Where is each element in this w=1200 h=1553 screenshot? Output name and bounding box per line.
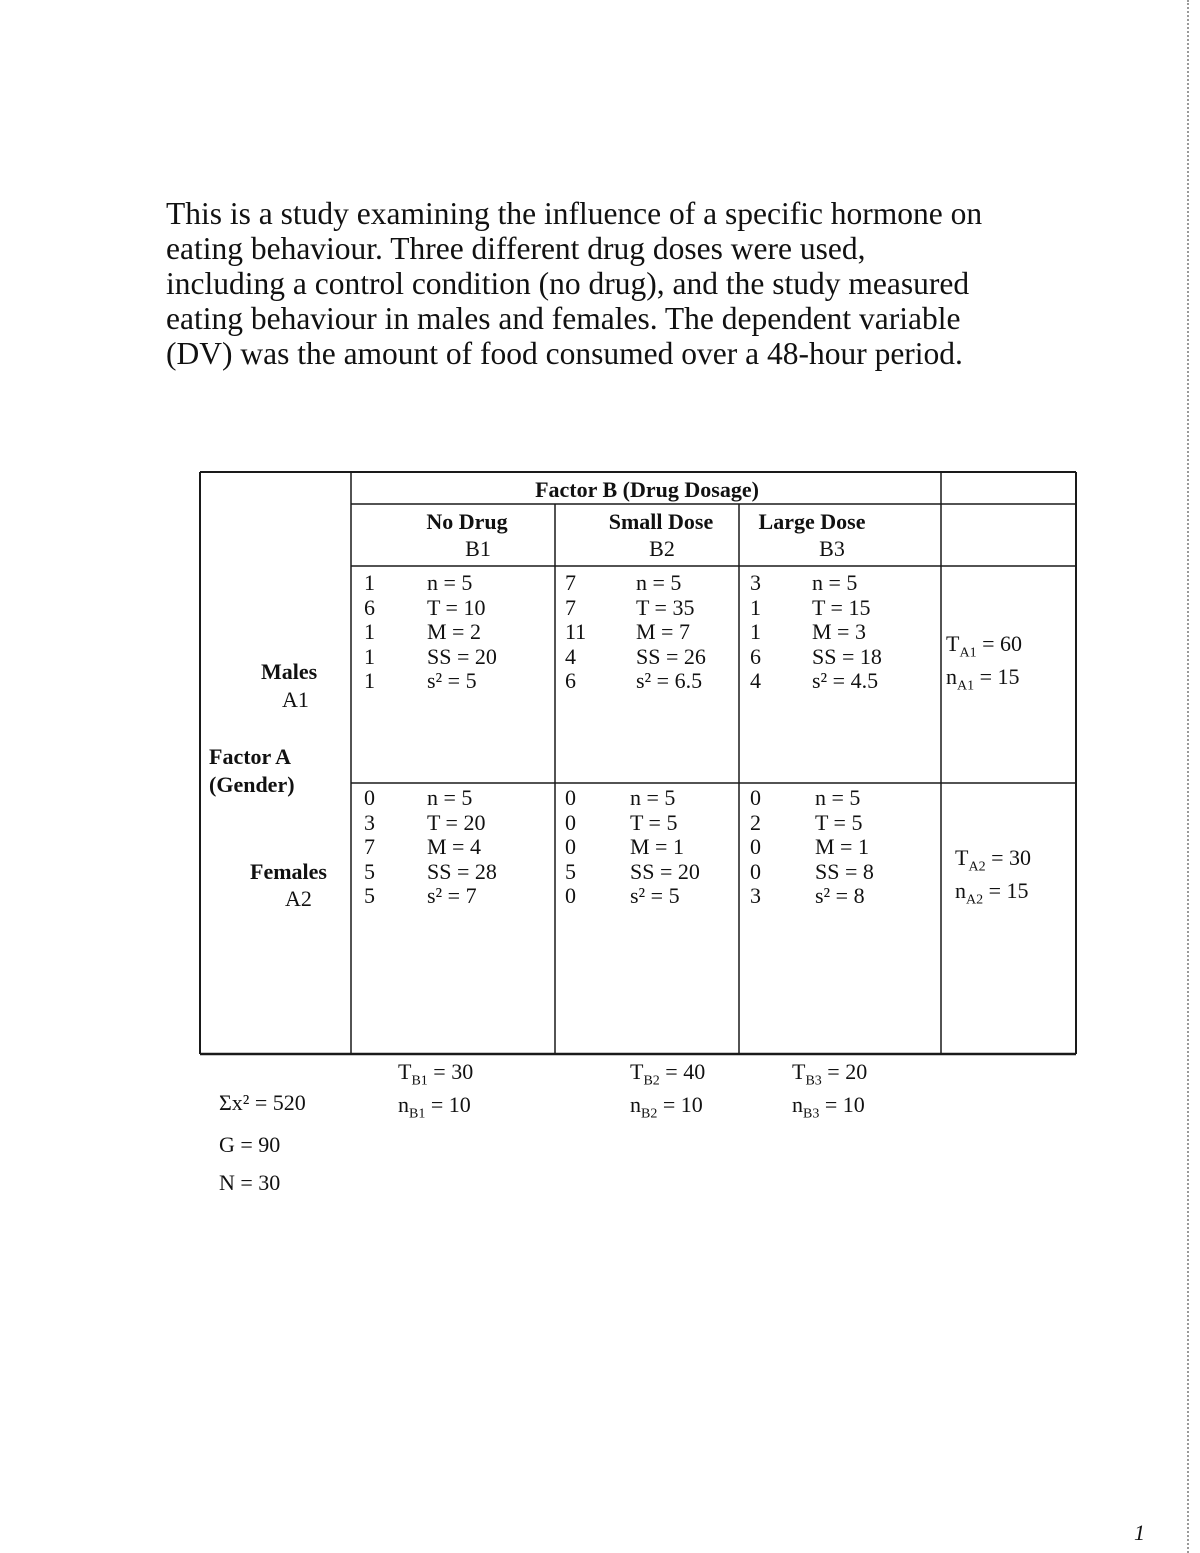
stat-variance: s² = 8	[815, 883, 865, 908]
column-count: $n_{B3} = 10$	[792, 1092, 865, 1122]
cell-scores	[565, 571, 586, 694]
factor-a-heading: Factor A	[209, 744, 292, 769]
score: 0	[565, 883, 576, 908]
stat-mean: M = 4	[427, 834, 481, 859]
factor-a-subheading: (Gender)	[209, 772, 295, 797]
score: 0	[750, 834, 761, 859]
stat-ss: SS = 18	[812, 643, 882, 669]
stat-n: n = 5	[815, 785, 861, 810]
score: 7	[364, 834, 375, 859]
stat-variance: s² = 5	[427, 668, 477, 693]
row-a1-marginal	[946, 632, 1022, 699]
stat-ss: SS = 26	[636, 643, 706, 669]
stat-total: T = 5	[630, 809, 678, 835]
score: 7	[565, 594, 576, 620]
stat-total: T = 35	[636, 594, 695, 620]
column-total: $T_{B1} = 30$	[398, 1059, 474, 1089]
page-number: 1	[1134, 1520, 1145, 1545]
row-a1-code: A1	[282, 687, 309, 712]
score: 0	[364, 785, 375, 810]
score: 6	[364, 594, 375, 620]
stat-total: T = 20	[427, 809, 486, 835]
row-count: $n_{A1} = 15$	[946, 664, 1020, 694]
row-total: $T_{A2} = 30$	[955, 845, 1031, 875]
factor-b-heading: Factor B (Drug Dosage)	[535, 477, 759, 502]
stat-total: T = 10	[427, 594, 486, 620]
column-count: $n_{B2} = 10$	[630, 1092, 703, 1122]
row-a2-marginal	[955, 846, 1031, 913]
grand-summary	[219, 1089, 306, 1197]
stat-mean: M = 3	[812, 619, 866, 644]
stat-n: n = 5	[427, 785, 473, 810]
stat-mean: M = 7	[636, 619, 690, 644]
cell-stats	[427, 786, 497, 909]
total-n: N = 30	[219, 1170, 281, 1195]
score: 6	[750, 643, 761, 669]
stat-n: n = 5	[812, 570, 858, 595]
cell-stats	[815, 786, 874, 909]
sum-of-squares: Σx² = 520	[219, 1090, 306, 1115]
score: 1	[364, 570, 375, 595]
row-a2-name: Females	[250, 859, 327, 884]
intro-line: eating behaviour in males and females. The dependent variable	[166, 301, 961, 336]
score: 0	[565, 809, 576, 835]
score: 4	[565, 643, 576, 669]
score: 7	[565, 570, 576, 595]
score: 4	[750, 668, 761, 693]
score: 5	[565, 858, 576, 884]
column-count: $n_{B1} = 10$	[398, 1092, 471, 1122]
score: 2	[750, 809, 761, 835]
stat-mean: M = 1	[815, 834, 869, 859]
score: 0	[565, 834, 576, 859]
stat-ss: SS = 20	[427, 643, 497, 669]
stat-variance: s² = 5	[630, 883, 680, 908]
level-b2-name: Small Dose	[608, 509, 714, 534]
stat-variance: s² = 6.5	[636, 668, 703, 693]
column-b1-totals	[398, 1060, 473, 1127]
cell-scores	[364, 786, 375, 909]
score: 0	[565, 785, 576, 810]
score: 3	[750, 570, 761, 595]
score: 3	[750, 883, 761, 908]
intro-paragraph	[166, 196, 1066, 371]
level-b3-code: B3	[819, 536, 845, 561]
column-total: $T_{B2} = 40$	[630, 1059, 706, 1089]
cell-scores	[364, 571, 375, 694]
level-b1-code: B1	[465, 536, 491, 561]
column-total: $T_{B3} = 20$	[792, 1059, 868, 1089]
cell-scores	[565, 786, 576, 909]
scan-edge	[1187, 0, 1193, 1553]
score: 5	[364, 858, 375, 884]
stat-variance: s² = 7	[427, 883, 477, 908]
score: 11	[565, 619, 587, 644]
score: 1	[750, 619, 761, 644]
grand-total: G = 90	[219, 1132, 281, 1157]
cell-scores	[750, 786, 761, 909]
row-count: $n_{A2} = 15$	[955, 878, 1029, 908]
score: 5	[364, 883, 375, 908]
stat-n: n = 5	[636, 570, 682, 595]
cell-stats	[427, 571, 497, 694]
cell-stats	[630, 786, 700, 909]
score: 1	[364, 668, 375, 693]
score: 3	[364, 809, 375, 835]
score: 6	[565, 668, 576, 693]
row-a1-name: Males	[261, 659, 318, 684]
level-b2-code: B2	[649, 536, 675, 561]
intro-line: including a control condition (no drug), and the study measured	[166, 266, 970, 301]
score: 1	[750, 594, 761, 620]
cell-stats	[812, 571, 882, 694]
intro-line: (DV) was the amount of food consumed over a 48-hour period.	[166, 336, 963, 371]
score: 1	[364, 619, 375, 644]
stat-n: n = 5	[427, 570, 473, 595]
score: 1	[364, 643, 375, 669]
stat-ss: SS = 28	[427, 858, 497, 884]
stat-ss: SS = 8	[815, 858, 874, 884]
cell-scores	[750, 571, 761, 694]
stat-mean: M = 1	[630, 834, 684, 859]
stat-mean: M = 2	[427, 619, 481, 644]
level-b1-name: No Drug	[426, 509, 508, 534]
stat-n: n = 5	[630, 785, 676, 810]
level-b3-name: Large Dose	[758, 509, 866, 534]
cell-stats	[636, 571, 706, 694]
column-b2-totals	[630, 1060, 705, 1127]
stat-ss: SS = 20	[630, 858, 700, 884]
column-b3-totals	[792, 1060, 867, 1127]
intro-line: This is a study examining the influence of a specific hormone on	[166, 196, 983, 231]
row-a2-code: A2	[285, 886, 312, 911]
stat-total: T = 5	[815, 809, 863, 835]
stat-variance: s² = 4.5	[812, 668, 879, 693]
score: 0	[750, 858, 761, 884]
stat-total: T = 15	[812, 594, 871, 620]
row-total: $T_{A1} = 60$	[946, 631, 1022, 661]
score: 0	[750, 785, 761, 810]
intro-line: eating behaviour. Three different drug doses were used,	[166, 231, 866, 266]
